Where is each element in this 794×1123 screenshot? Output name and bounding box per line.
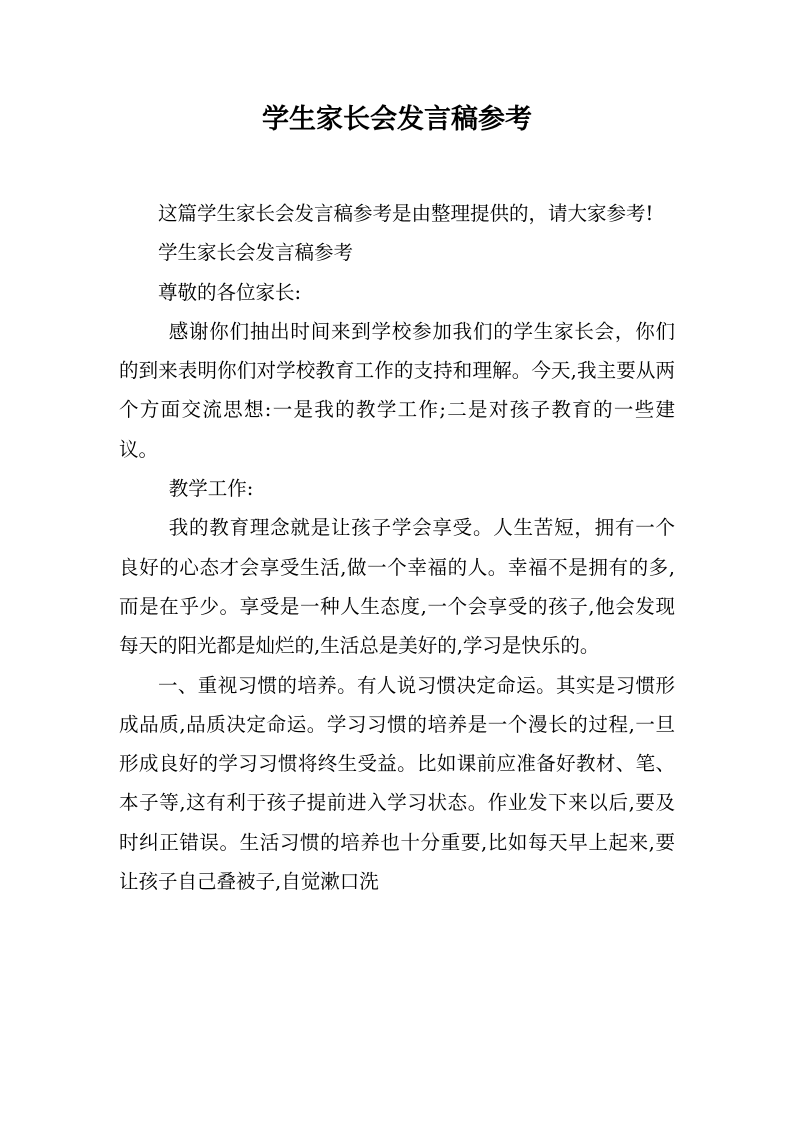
opening-paragraph: 感谢你们抽出时间来到学校参加我们的学生家长会，你们的到来表明你们对学校教育工作的支持和理解。今天,我主要从两个方面交流思想:一是我的教学工作;二是对孩子教育的一些建议。 [119, 319, 675, 461]
document-body [119, 194, 675, 901]
subtitle-paragraph: 学生家长会发言稿参考 [158, 241, 354, 265]
habits-paragraph: 一、重视习惯的培养。有人说习惯决定命运。其实是习惯形成品质,品质决定命运。学习习惯的培养是一个漫长的过程,一旦形成良好的学习习惯将终生受益。比如课前应准备好教材、笔、本子等,这有利于孩子提前进入学习状态。作业发下来以后,要及时纠正错误。生活习惯的培养也十分重要,比如每天早上起来,要让孩子自己叠被子,自觉漱口洗 [119, 673, 675, 894]
education-philosophy-paragraph: 我的教育理念就是让孩子学会享受。人生苦短，拥有一个良好的心态才会享受生活,做一个幸福的人。幸福不是拥有的多,而是在乎少。享受是一种人生态度,一个会享受的孩子,他会发现每天的阳光都是灿烂的,生活总是美好的,学习是快乐的。 [119, 516, 675, 658]
document-title: 学生家长会发言稿参考 [262, 104, 532, 135]
teaching-work-heading: 教学工作: [168, 477, 254, 501]
intro-paragraph: 这篇学生家长会发言稿参考是由整理提供的，请大家参考! [158, 202, 654, 225]
salutation-paragraph: 尊敬的各位家长: [158, 280, 302, 304]
